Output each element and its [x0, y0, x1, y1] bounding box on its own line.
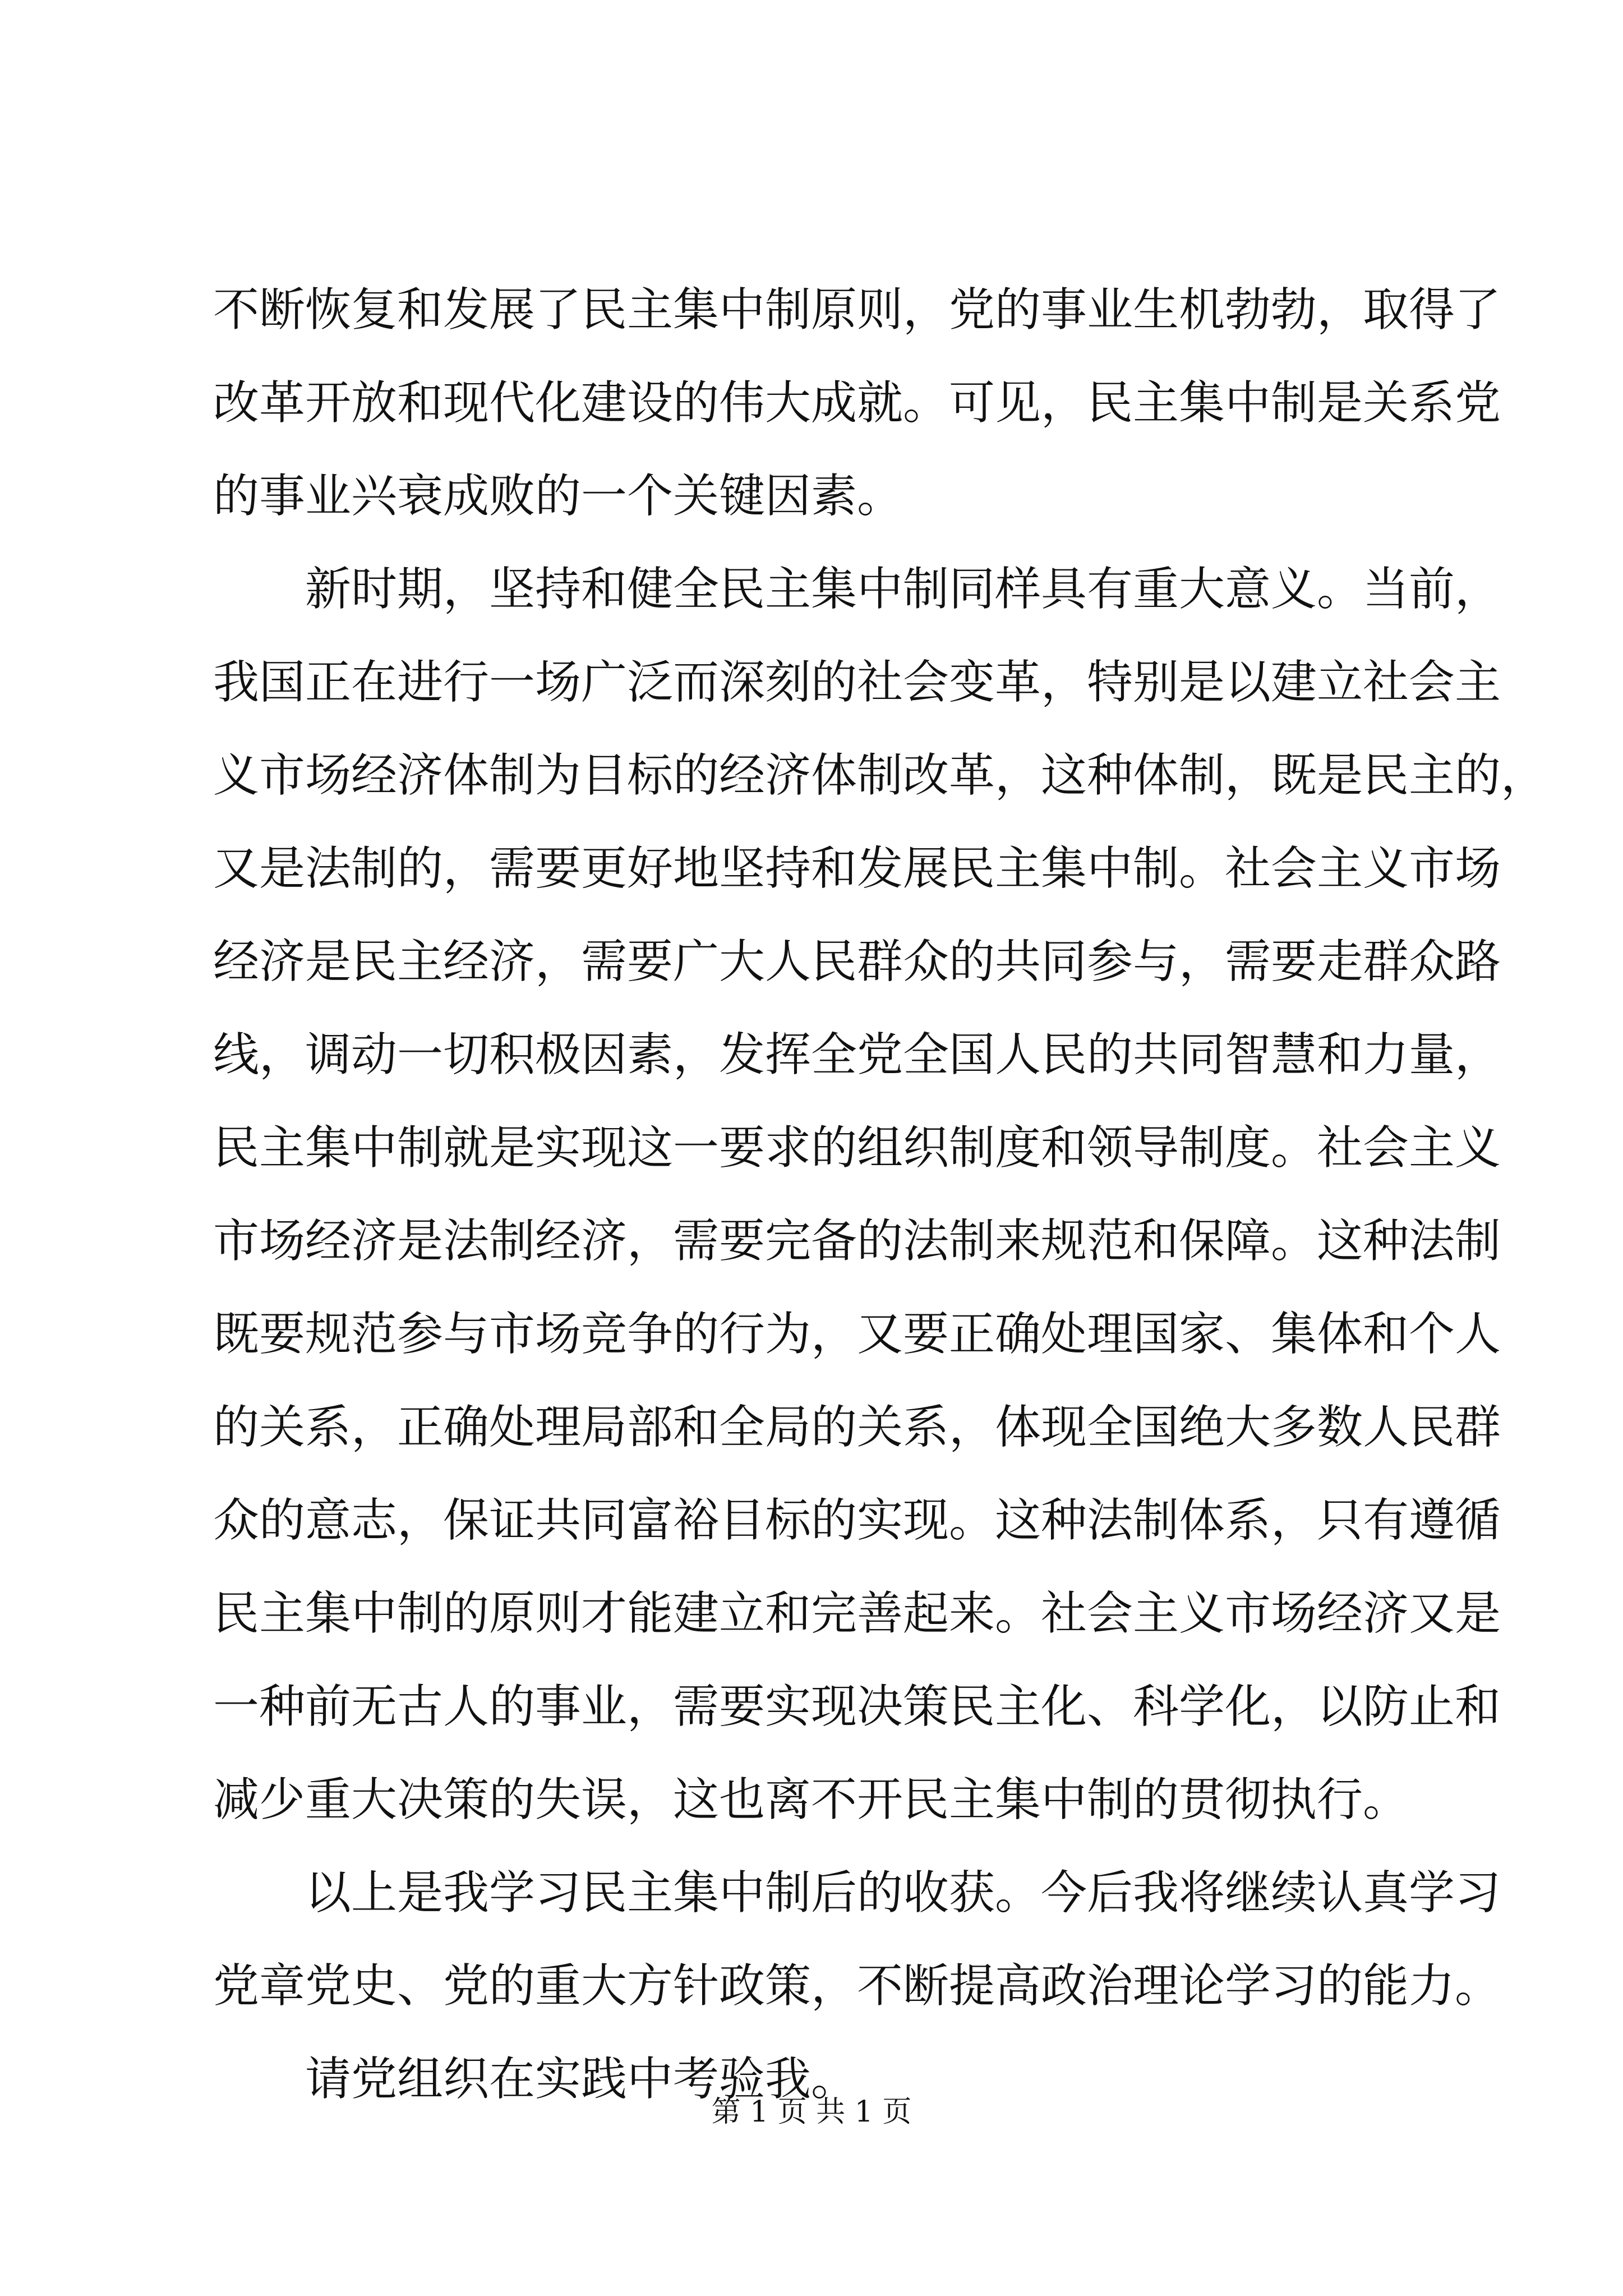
text-line: 不断恢复和发展了民主集中制原则，党的事业生机勃勃，取得了 [213, 283, 1501, 337]
text-line: 又是法制的，需要更好地坚持和发展民主集中制。社会主义市场 [213, 842, 1501, 895]
text-line: 一种前无古人的事业，需要实现决策民主化、科学化，以防止和 [213, 1680, 1501, 1733]
text-line: 市场经济是法制经济，需要完备的法制来规范和保障。这种法制 [213, 1214, 1501, 1268]
text-line: 经济是民主经济，需要广大人民群众的共同参与，需要走群众路 [213, 935, 1501, 988]
paragraph-first-line: 新时期，坚持和健全民主集中制同样具有重大意义。当前， [305, 563, 1501, 616]
text-line: 党章党史、党的重大方针政策，不断提高政治理论学习的能力。 [213, 1959, 1501, 2013]
paragraph-first-line: 以上是我学习民主集中制后的收获。今后我将继续认真学习 [305, 1866, 1501, 1920]
text-line: 的事业兴衰成败的一个关键因素。 [213, 470, 903, 523]
text-line: 既要规范参与市场竞争的行为，又要正确处理国家、集体和个人 [213, 1308, 1501, 1361]
text-line: 我国正在进行一场广泛而深刻的社会变革，特别是以建立社会主 [213, 656, 1501, 709]
text-line: 民主集中制的原则才能建立和完善起来。社会主义市场经济又是 [213, 1587, 1501, 1640]
text-line: 众的意志，保证共同富裕目标的实现。这种法制体系，只有遵循 [213, 1494, 1501, 1547]
text-line: 线，调动一切积极因素，发挥全党全国人民的共同智慧和力量， [213, 1028, 1501, 1082]
paragraph-first-line: 请党组织在实践中考验我。 [305, 2053, 857, 2106]
text-line: 的关系，正确处理局部和全局的关系，体现全国绝大多数人民群 [213, 1401, 1501, 1454]
text-line: 义市场经济体制为目标的经济体制改革，这种体制，既是民主的， [213, 749, 1547, 802]
document-body [213, 264, 1547, 2126]
page-footer: 第 1 页 共 1 页 [711, 2095, 912, 2129]
text-line: 改革开放和现代化建设的伟大成就。可见，民主集中制是关系党 [213, 376, 1501, 430]
text-line: 减少重大决策的失误，这也离不开民主集中制的贯彻执行。 [213, 1773, 1409, 1826]
text-line: 民主集中制就是实现这一要求的组织制度和领导制度。社会主义 [213, 1121, 1501, 1175]
